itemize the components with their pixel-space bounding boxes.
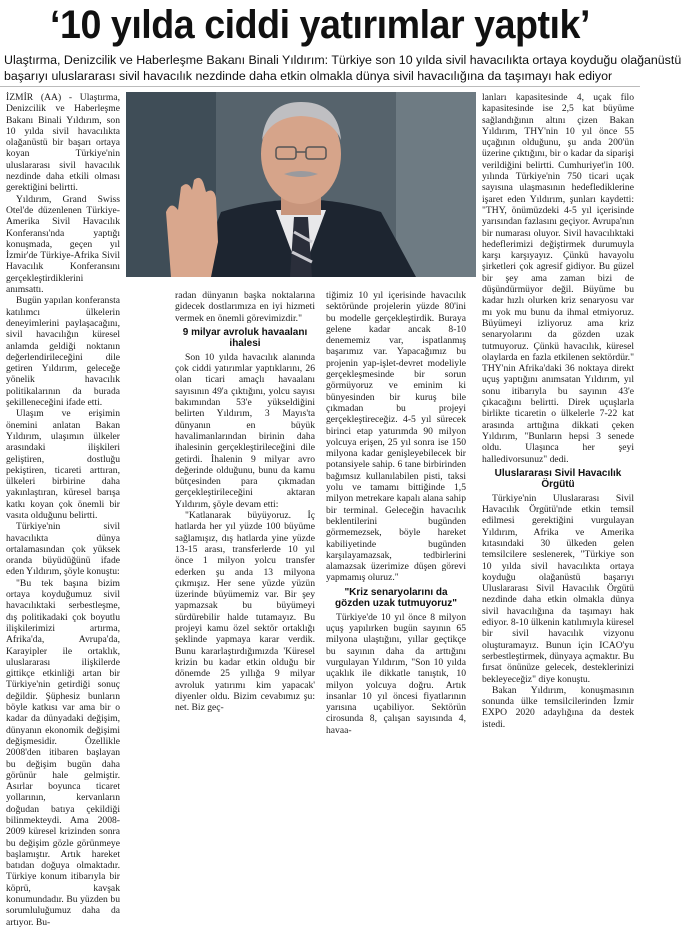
paragraph: İZMİR (AA) - Ulaştırma, Denizcilik ve Haberleşme Bakanı Binali Yıldırım, son 10 yılda sivil havacılıkta olağanüstü bir başarı ortaya koyan Türkiye'nin uluslararası sivil havacılık nezdinde daha etkili olması gerektiğini belirtti. (6, 92, 120, 194)
article-column-2 (175, 290, 315, 714)
minister-photo (126, 92, 476, 277)
deck-line-2: başarıyı uluslararası sivil havacılık nezdinde daha etkin olmakla dünya sivil havacılığına da taşımayı hak ediyor (4, 69, 613, 83)
paragraph: Türkiye'nin sivil havacılıkta dünya ortalamasından çok yüksek oranda büyüdüğünü ifade eden Yıldırım, şöyle konuştu: (6, 521, 120, 578)
deck-line-1: Ulaştırma, Denizcilik ve Haberleşme Bakanı Binali Yıldırım: Türkiye son 10 yılda sivil havacılıkta ortaya koyduğu olağanüstü (4, 53, 681, 67)
divider (0, 86, 640, 87)
paragraph: Ulaşım ve erişimin önemini anlatan Bakan Yıldırım, ulaşımın ülkeler arasındaki ilişkileri geliştiren, dostluğu pekiştiren, ticareti arttıran, ülkeleri birbirine daha yakınlaştıran, küresel barışa katkı koyan çok önemli bir vasıta olduğunu belirtti. (6, 408, 120, 521)
deck-summary (4, 52, 681, 84)
paragraph: Türkiye'nin Uluslararası Sivil Havacılık Örgütü'nde etkin temsil edilmesi gerektiğini vurgulayan Yıldırım, Afrika ve Amerika kıtasındaki 30 ülkeden gelen temsilcilere seslenerek, "Türkiye son 10 yılda sivil havacılıkta ortaya koyduğu olağanüstü başarıyı Uluslararası Sivil Havacılık Örgütü nezdinde daha etkin olmakla dünya sivil havacılığına da taşımayı hak ediyor. 8-10 ülkenin katılımıyla küresel bir sivil havacılık vizyonu oluşturamayız. Bunun için ICAO'yu serbestleştirmek, dünyaya açmaktır. Bu fırsat önünüze gelecek, desteklerinizi bekleyeceğiz" diye konuştu. (482, 492, 634, 685)
paragraph: Yıldırım, Grand Swiss Otel'de düzenlenen Türkiye-Amerika Sivil Havacılık Konferansı'nda yaptığı konuşmada, geçen yıl İzmir'de Türkiye-Afrika Sivil Havacılık Konferansını gerçekleştirdiklerini anımsattı. (6, 193, 120, 296)
paragraph: "Katlanarak büyüyoruz. İç hatlarda her yıl yüzde 100 büyüme sağlamışız, dış hatlarda yine yüzde 13-15 arası, transferlerde 10 yıl önce 1 milyon yolcu transfer ederken şu anda 13 milyona çıkmışız. Her sene yüzde yüzün üzerinde büyümemiz var. Bir şey yapmazsak bu büyümeyi sürdürebilir halde tutamayız. Bu projeyi kamu özel sektör ortaklığı şeklinde yapmaya karar verdik. Bunu kararlaştırdığımızda 'Küresel krizin bu kadar etkin olduğu bir dönemde 25 yıllığa 9 milyar avroluk yatırımı kim yapacak' diyenler oldu. Bizim cevabımız şu: net. Biz geç- (175, 510, 315, 714)
paragraph: Son 10 yılda havacılık alanında çok ciddi yatırımlar yaptıklarını, 26 olan ticari amaçlı havaalanı sayısının 49'a çıktığını, yolcu sayısı bakımından 53'e yükseldiğini belirten Yıldırım, 3 Mayıs'ta dünyanın en büyük havalimanlarından birinin daha ihalesinin gerçekleştirileceğini dile getirdi. İhalenin 9 milyar avro değerinde olduğunu, bunu da kamu bütçesinden para çıkmadan gerçekleştirileceğini aktaran Yıldırım, şöyle devam etti: (175, 351, 315, 510)
paragraph: radan dünyanın başka noktalarına gidecek dostlarımıza en iyi hizmeti vermek en önemli görevimizdir." (175, 290, 315, 324)
paragraph: Bakan Yıldırım, konuşmasının sonunda ülke temsilcilerinden İzmir EXPO 2020 adaylığına da destek istedi. (482, 684, 634, 730)
paragraph: tiğimiz 10 yıl içerisinde havacılık sektöründe projelerin yüzde 80'ini bu modelle gerçekleştirdik. Buraya gelene kadar ancak 8-10 denememiz var, ispatlanmış başarımız var. Yapacağımız bu projenin yap-işlet-devret modeliyle gerçekleşmesinde bir sorun görmüyoruz ve eminim ki bünyesinden bir kuruş bile çıkmadan bu projeyi gerçekleştireceğiz. 4-5 yıl sürecek birinci etap yaturımda 90 milyon yolcuya erişen, 25 yıl sonra ise 150 milyona kadar genişleyebilecek bir potansiyele sahip. 6 tane birbirinden bağımsız kullanılabilen pisti, taksi yolu ve tamamı bittiğinde 1,5 milyon metrekare kapalı alana sahip bir terminal. Geleceğin havacılık beklentilerini bugünden görmemezsek, böyle hareket kabiliyetinde bugünden karşılayamazsak, tedbirlerini alamazsak üzerimize düşen görevi yapmamış oluruz." (326, 290, 466, 584)
paragraph: lanları kapasitesinde 4, uçak filo kapasitesinde ise 2,5 kat büyüme sağlandığının altını çizen Bakan Yıldırım, THY'nin 10 yıl önce 55 uçağının olduğunu, şu anda 200'ün üzerine çıktığını, bir o kadar da siparişi verildiğini belirtti. Cumhuriyet'in 100. yılında Türkiye'nin 750 ticari uçak sayısına ulaşmasının hedeflediklerine işaret eden Yıldırım, şunları kaydetti: "THY, önümüzdeki 4-5 yıl içerisinde yarısından fazlasını geçiyor. Avrupa'nın bir numarası oluyor. Sivil havacılıktaki hedeflerimizi değiştirmek durumuyla karşı karşıyayız. Çünkü havayolu şirketleri çok agresif gidiyor. Bu güzel bir şey ama zaman bizi de düşündürmüyor değil. Büyüme bu kadar hızlı olurken kriz senaryosu var mı yok mu bunu da ihmal etmiyoruz. Büyümeyi izliyoruz ama kriz senaryolarını da gözden uzak tutmuyoruz. Çünkü havacılık, küresel olaylarda en fazla etkilenen sektördür." THY'nin Afrika'daki 36 noktaya direkt uçuş yaptığını anımsatan Yıldırım, yıl sonu itibarıyla bu sayının 43'e çıkacağını belirtti. Direk uçuşlarla birlikte ticaretin o ülkelerle 7-22 kat arasında arttığına dikkati çeken Yıldırım, "Bunların hepsi 3 senede oldu. Ulaşınca her şeyi halledivorsunuz" dedi. (482, 92, 634, 465)
article-column-4 (482, 92, 634, 730)
portrait-image (126, 92, 476, 277)
subheading: 9 milyar avroluk havaalanı ihalesi (182, 326, 308, 350)
paragraph: Türkiye'de 10 yıl önce 8 milyon uçuş yapılırken bugün sayının 65 milyona ulaştığını, yıllar geçtikçe bu sayının daha da arttığını vurgulayan Yıldırım, "Son 10 yılda uçaklık ile dikkatle tanıştık, 10 milyon yolcuya doğru. Artık insanlar 10 yıl öncesi fiyatlarının yarısına uçabiliyor. Sektörün cirosunda 8, çalışan sayısında 4, havaa- (326, 611, 466, 736)
article-column-1 (6, 92, 120, 928)
paragraph: "Bu tek başına bizim ortaya koyduğumuz sivil havacılıktaki serbestleşme, dış politikadaki çok boyutlu ilişkilerimizi artırma, Afrika'da, Avrupa'da, Karayipler ile ortaklık, uluslararası ilişkilerde gittikçe etkinliği artan bir Türkiye'nin getirdiği sonuç değildir. Şüphesiz bunların böyle katkısı var ama bir o kadar da dünyadaki değişim, dünyanın ekonomik değişimi değişmesidir. Özellikle 2008'den itibaren başlayan bu değişim bugün daha görünür hale gelmiştir. Asırlar boyunca ticaret yollarının, kervanların doğudan batıya çekildiği bilinmekteydi. Ama 2008-2009 küresel krizinden sonra bu değişim gözle görünmeye başlamıştır. Artık hareket batıdan doğuya olmaktadır. Türkiye konum itibarıyla bir köprü, kavşak konumundadır. Bu yüzden bu sorumluluğumuz daha da artıyor. Bu- (6, 577, 120, 928)
article-column-3 (326, 290, 466, 736)
subheading: Uluslararası Sivil Havacılık Örgütü (494, 467, 622, 491)
paragraph: Bugün yapılan konferansta katılımcı ülkelerin deneyimlerini paylaşacağını, sivil havacılığın küresel anlamda geldiği noktanın değerlendirileceğini dile getiren Yıldırım, geleceğe yönelik havacılık politikalarının da burada şekilleneceğini ifade etti. (6, 295, 120, 409)
headline: ‘10 yılda ciddi yatırımlar yaptık’ (50, 3, 590, 47)
subheading: "Kriz senaryolarını da gözden uzak tutmuyoruz" (335, 586, 457, 610)
